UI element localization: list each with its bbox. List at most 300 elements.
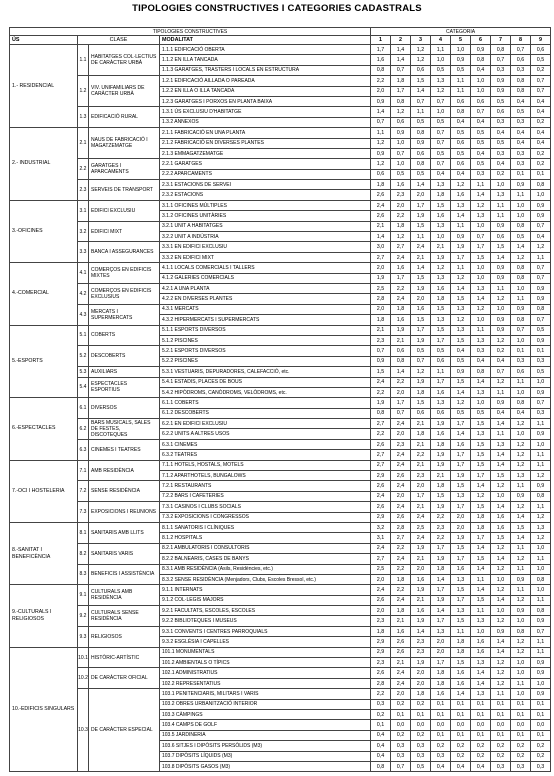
coefficient-cell: 1,3	[471, 616, 491, 626]
coefficient-cell: 0,3	[531, 356, 551, 366]
coefficient-cell: 1,1	[491, 689, 511, 699]
coefficient-cell: 2,0	[371, 574, 391, 584]
class-label: EDIFICACIÓ RURAL	[89, 107, 160, 128]
coefficient-cell: 0,8	[531, 304, 551, 314]
coefficient-cell: 1,1	[451, 263, 471, 273]
coefficient-cell: 0,9	[491, 273, 511, 283]
coefficient-cell: 1,7	[431, 543, 451, 553]
coefficient-cell: 2,4	[371, 585, 391, 595]
coefficient-cell: 1,7	[411, 325, 431, 335]
coefficient-cell: 0,4	[451, 761, 471, 771]
coefficient-cell: 2,1	[391, 335, 411, 345]
us-cell: 2.- INDUSTRIAL	[10, 128, 78, 201]
coefficient-cell: 0,8	[471, 367, 491, 377]
coefficient-cell: 1,0	[531, 543, 551, 553]
coefficient-cell: 1,3	[431, 221, 451, 231]
modalitat-cell: 8.3.1 AMB RESIDÈNCIA (Asils, Residències, etc.)	[160, 564, 371, 574]
class-code: 3.1	[78, 200, 89, 221]
tipologies-header: TIPOLOGIES CONSTRUCTIVES	[10, 28, 371, 36]
table-row	[10, 304, 551, 314]
coefficient-cell: 1,4	[451, 387, 471, 397]
us-cell: 4.-COMERCIAL	[10, 263, 78, 325]
coefficient-cell: 1,6	[431, 429, 451, 439]
modalitat-cell: 3.3.1 EN EDIFICI EXCLUSIU	[160, 242, 371, 252]
coefficient-cell: 1,8	[431, 668, 451, 678]
table-row	[10, 564, 551, 574]
coefficient-cell: 0,9	[511, 491, 531, 501]
coefficient-cell: 0,5	[411, 346, 431, 356]
coefficient-cell: 0,2	[491, 346, 511, 356]
table-row	[10, 647, 551, 657]
coefficient-cell: 1,0	[511, 429, 531, 439]
coefficient-cell: 1,5	[471, 554, 491, 564]
modalitat-cell: 1.1.2 EN ILLA TANCADA	[160, 55, 371, 65]
coefficient-cell: 1,1	[471, 180, 491, 190]
category-header: 2	[391, 36, 411, 45]
coefficient-cell: 0,2	[531, 65, 551, 75]
coefficient-cell: 1,0	[491, 304, 511, 314]
class-label: GARATGES I APARCAMENTS	[89, 159, 160, 180]
coefficient-cell: 1,0	[471, 263, 491, 273]
coefficient-cell: 2,0	[411, 668, 431, 678]
category-header: 7	[491, 36, 511, 45]
coefficient-cell: 1,0	[531, 678, 551, 688]
coefficient-cell: 1,9	[411, 658, 431, 668]
coefficient-cell: 1,6	[411, 304, 431, 314]
class-label: CINEMES I TEATRES	[89, 439, 160, 460]
coefficient-cell: 2,2	[371, 429, 391, 439]
coefficient-cell: 0,8	[471, 55, 491, 65]
coefficient-cell: 0,7	[531, 86, 551, 96]
modalitat-cell: 2.1.3 EMMAGATZEMATGE	[160, 148, 371, 158]
coefficient-cell: 1,5	[431, 304, 451, 314]
coefficient-cell: 1,1	[531, 647, 551, 657]
header-row	[10, 36, 551, 45]
coefficient-cell: 1,3	[451, 200, 471, 210]
coefficient-cell: 0,5	[451, 128, 471, 138]
coefficient-cell: 0,2	[471, 751, 491, 761]
modalitat-cell: 4.2.2 EN DIVERSES PLANTES	[160, 294, 371, 304]
coefficient-cell: 0,2	[531, 148, 551, 158]
coefficient-cell: 0,9	[471, 45, 491, 55]
coefficient-cell: 0,7	[531, 221, 551, 231]
coefficient-cell: 0,4	[531, 96, 551, 106]
coefficient-cell: 0,6	[451, 138, 471, 148]
coefficient-cell: 1,5	[451, 377, 471, 387]
category-header: 6	[471, 36, 491, 45]
class-label: AUXILIARS	[89, 367, 160, 377]
table-row	[10, 502, 551, 512]
coefficient-cell: 1,4	[511, 512, 531, 522]
coefficient-cell: 1,5	[451, 585, 471, 595]
coefficient-cell: 1,7	[391, 398, 411, 408]
coefficient-cell: 2,1	[371, 221, 391, 231]
coefficient-cell: 1,6	[451, 439, 471, 449]
class-label: COBERTS	[89, 325, 160, 346]
table-row	[10, 76, 551, 86]
table-row	[10, 180, 551, 190]
coefficient-cell: 2,5	[371, 283, 391, 293]
coefficient-cell: 2,0	[371, 606, 391, 616]
coefficient-cell: 1,3	[431, 273, 451, 283]
coefficient-cell: 2,4	[391, 668, 411, 678]
coefficient-cell: 0,9	[491, 263, 511, 273]
coefficient-cell: 0,1	[471, 699, 491, 709]
coefficient-cell: 1,1	[531, 252, 551, 262]
coefficient-cell: 0,9	[451, 55, 471, 65]
coefficient-cell: 1,1	[531, 637, 551, 647]
coefficient-cell: 0,7	[531, 626, 551, 636]
us-cell: 8.-SANITAT I BENEFICÈNCIA	[10, 522, 78, 584]
categories-table	[9, 27, 551, 772]
coefficient-cell: 1,0	[511, 668, 531, 678]
coefficient-cell: 1,2	[511, 419, 531, 429]
coefficient-cell: 0,6	[471, 96, 491, 106]
coefficient-cell: 0,9	[531, 283, 551, 293]
coefficient-cell: 1,1	[511, 190, 531, 200]
modalitat-cell: 103.8 DIPÒSITS GASOS (M3)	[160, 761, 371, 771]
coefficient-cell: 1,6	[391, 263, 411, 273]
coefficient-cell: 1,7	[431, 585, 451, 595]
modalitat-cell: 1.1.3 GARATGES, TRASTERS I LOCALS EN ESTRUCTURA	[160, 65, 371, 75]
coefficient-cell: 1,8	[431, 190, 451, 200]
coefficient-cell: 0,8	[531, 180, 551, 190]
table-row	[10, 242, 551, 252]
coefficient-cell: 1,2	[471, 304, 491, 314]
coefficient-cell: 0,9	[491, 221, 511, 231]
coefficient-cell: 0,9	[531, 668, 551, 678]
coefficient-cell: 0,4	[371, 751, 391, 761]
modalitat-cell: 6.1.1 COBERTS	[160, 398, 371, 408]
coefficient-cell: 2,0	[411, 564, 431, 574]
coefficient-cell: 0,4	[471, 356, 491, 366]
coefficient-cell: 1,2	[511, 647, 531, 657]
class-code: 6.1	[78, 398, 89, 419]
coefficient-cell: 0,7	[411, 356, 431, 366]
coefficient-cell: 0,0	[391, 720, 411, 730]
class-label: DE CARÀCTER OFICIAL	[89, 668, 160, 689]
coefficient-cell: 2,0	[431, 647, 451, 657]
class-label: DIVERSOS	[89, 398, 160, 419]
coefficient-cell: 2,6	[371, 481, 391, 491]
coefficient-cell: 0,7	[431, 159, 451, 169]
class-code: 3.2	[78, 221, 89, 242]
coefficient-cell: 2,2	[431, 533, 451, 543]
coefficient-cell: 1,5	[511, 522, 531, 532]
coefficient-cell: 1,8	[431, 678, 451, 688]
modalitat-cell: 5.3.1 VESTUARIS, DEPURADORES, CALEFACCIÓ, etc.	[160, 367, 371, 377]
coefficient-cell: 1,0	[491, 606, 511, 616]
coefficient-cell: 1,2	[491, 481, 511, 491]
modalitat-cell: 8.2.2 BALNEARIS, CASES DE BANYS	[160, 554, 371, 564]
class-code: 4.1	[78, 263, 89, 284]
coefficient-cell: 2,9	[371, 647, 391, 657]
coefficient-cell: 2,1	[411, 439, 431, 449]
coefficient-cell: 1,2	[371, 138, 391, 148]
coefficient-cell: 1,2	[491, 564, 511, 574]
table-row	[10, 128, 551, 138]
coefficient-cell: 1,1	[451, 626, 471, 636]
coefficient-cell: 1,9	[431, 502, 451, 512]
coefficient-cell: 1,1	[511, 585, 531, 595]
coefficient-cell: 1,8	[431, 294, 451, 304]
class-code: 8.1	[78, 522, 89, 543]
coefficient-cell: 1,9	[371, 398, 391, 408]
coefficient-cell: 0,5	[411, 761, 431, 771]
coefficient-cell: 0,4	[531, 107, 551, 117]
class-code: 5.4	[78, 377, 89, 398]
coefficient-cell: 2,2	[391, 543, 411, 553]
coefficient-cell: 1,9	[431, 450, 451, 460]
modalitat-cell: 103.3 CÀMPINGS	[160, 710, 371, 720]
coefficient-cell: 0,4	[471, 761, 491, 771]
coefficient-cell: 1,4	[491, 637, 511, 647]
coefficient-cell: 1,6	[431, 387, 451, 397]
coefficient-cell: 0,2	[531, 751, 551, 761]
coefficient-cell: 0,9	[411, 138, 431, 148]
class-code: 3.3	[78, 242, 89, 263]
coefficient-cell: 1,5	[471, 450, 491, 460]
coefficient-cell: 0,9	[491, 626, 511, 636]
coefficient-cell: 0,6	[531, 45, 551, 55]
coefficient-cell: 1,8	[411, 387, 431, 397]
coefficient-cell: 0,8	[531, 491, 551, 501]
coefficient-cell: 1,1	[471, 574, 491, 584]
coefficient-cell: 1,9	[411, 616, 431, 626]
class-label: COMERÇOS EN EDIFICIS EXCLUSIUS	[89, 283, 160, 304]
modalitat-cell: 103.6 SITJES I DIPÒSITS PERSÒLIDS (M3)	[160, 741, 371, 751]
coefficient-cell: 0,1	[531, 710, 551, 720]
coefficient-cell: 0,7	[531, 398, 551, 408]
coefficient-cell: 2,6	[371, 595, 391, 605]
coefficient-cell: 2,6	[391, 512, 411, 522]
coefficient-cell: 0,2	[411, 730, 431, 740]
coefficient-cell: 1,0	[471, 398, 491, 408]
coefficient-cell: 0,5	[471, 128, 491, 138]
coefficient-cell: 0,2	[391, 699, 411, 709]
coefficient-cell: 1,7	[411, 491, 431, 501]
coefficient-cell: 0,9	[491, 325, 511, 335]
coefficient-cell: 1,2	[491, 294, 511, 304]
coefficient-cell: 0,0	[431, 720, 451, 730]
class-code: 7.3	[78, 502, 89, 523]
coefficient-cell: 1,0	[531, 585, 551, 595]
coefficient-cell: 2,0	[411, 190, 431, 200]
coefficient-cell: 2,1	[411, 460, 431, 470]
modalitat-cell: 8.1.1 SANATORIS I CLÍNIQUES	[160, 522, 371, 532]
coefficient-cell: 1,9	[411, 335, 431, 345]
coefficient-cell: 1,9	[451, 471, 471, 481]
coefficient-cell: 0,5	[471, 159, 491, 169]
coefficient-cell: 1,4	[391, 45, 411, 55]
coefficient-cell: 0,3	[391, 741, 411, 751]
coefficient-cell: 1,1	[451, 221, 471, 231]
us-cell: 5.-ESPORTS	[10, 325, 78, 398]
coefficient-cell: 0,1	[531, 730, 551, 740]
coefficient-cell: 1,1	[511, 564, 531, 574]
coefficient-cell: 2,1	[431, 242, 451, 252]
coefficient-cell: 1,0	[511, 200, 531, 210]
coefficient-cell: 0,7	[471, 232, 491, 242]
coefficient-cell: 0,3	[411, 751, 431, 761]
modalitat-cell: 7.1.1 HOTELS, HOSTALS, MOTELS	[160, 460, 371, 470]
coefficient-cell: 1,2	[471, 200, 491, 210]
coefficient-cell: 0,1	[491, 730, 511, 740]
coefficient-cell: 1,2	[511, 460, 531, 470]
modalitat-cell: 5.2.1 ESPORTS DIVERSOS	[160, 346, 371, 356]
coefficient-cell: 1,4	[511, 242, 531, 252]
class-label: BARS MUSICALS, SALES DE FESTES, DISCOTEQUES	[89, 419, 160, 440]
coefficient-cell: 1,1	[451, 76, 471, 86]
coefficient-cell: 1,2	[371, 159, 391, 169]
coefficient-cell: 1,0	[511, 616, 531, 626]
coefficient-cell: 2,3	[371, 616, 391, 626]
class-code: 10.3	[78, 689, 89, 772]
class-code: 5.3	[78, 367, 89, 377]
coefficient-cell: 0,2	[531, 741, 551, 751]
coefficient-cell: 1,7	[451, 460, 471, 470]
coefficient-cell: 0,1	[511, 169, 531, 179]
class-label: HABITATGES COL·LECTIUS DE CARÀCTER URBÀ	[89, 45, 160, 76]
coefficient-cell: 0,6	[411, 148, 431, 158]
coefficient-cell: 1,3	[451, 325, 471, 335]
coefficient-cell: 0,6	[431, 408, 451, 418]
coefficient-cell: 0,0	[411, 720, 431, 730]
coefficient-cell: 1,8	[431, 481, 451, 491]
coefficient-cell: 1,0	[511, 658, 531, 668]
coefficient-cell: 1,0	[471, 273, 491, 283]
coefficient-cell: 0,0	[451, 720, 471, 730]
coefficient-cell: 0,9	[451, 367, 471, 377]
coefficient-cell: 1,1	[411, 107, 431, 117]
coefficient-cell: 1,8	[371, 315, 391, 325]
coefficient-cell: 1,1	[511, 543, 531, 553]
coefficient-cell: 1,4	[471, 585, 491, 595]
coefficient-cell: 1,4	[391, 367, 411, 377]
table-row	[10, 107, 551, 117]
table-row	[10, 159, 551, 169]
coefficient-cell: 0,5	[471, 138, 491, 148]
coefficient-cell: 0,1	[391, 710, 411, 720]
coefficient-cell: 0,8	[411, 128, 431, 138]
coefficient-cell: 1,9	[431, 460, 451, 470]
table-row	[10, 585, 551, 595]
coefficient-cell: 0,2	[491, 751, 511, 761]
coefficient-cell: 2,0	[391, 689, 411, 699]
coefficient-cell: 0,6	[511, 367, 531, 377]
coefficient-cell: 1,5	[471, 595, 491, 605]
modalitat-cell: 3.2.1 UNIT A HABITATGES	[160, 221, 371, 231]
coefficient-cell: 1,3	[471, 658, 491, 668]
coefficient-cell: 2,6	[391, 471, 411, 481]
coefficient-cell: 1,9	[451, 533, 471, 543]
modalitat-cell: 8.3.2 SENSE RESIDÈNCIA (Menjadors, Clubs, Escoles Bressol, etc.)	[160, 574, 371, 584]
coefficient-cell: 1,0	[511, 689, 531, 699]
table-row	[10, 460, 551, 470]
modalitat-cell: 103.5 JARDINERIA	[160, 730, 371, 740]
coefficient-cell: 2,0	[391, 429, 411, 439]
coefficient-cell: 0,6	[391, 117, 411, 127]
coefficient-cell: 1,8	[391, 304, 411, 314]
modalitat-cell: 3.3.2 EN EDIFICI MIXT	[160, 252, 371, 262]
modalitat-cell: 1.3.1 ÚS EXCLUSIU D'HABITATGE	[160, 107, 371, 117]
coefficient-cell: 0,8	[391, 96, 411, 106]
coefficient-cell: 2,4	[391, 502, 411, 512]
coefficient-cell: 1,9	[371, 273, 391, 283]
coefficient-cell: 1,4	[411, 180, 431, 190]
coefficient-cell: 0,1	[411, 710, 431, 720]
coefficient-cell: 2,7	[371, 450, 391, 460]
coefficient-cell: 2,2	[391, 377, 411, 387]
coefficient-cell: 1,2	[411, 367, 431, 377]
class-label: SANITARIS AMB LLITS	[89, 522, 160, 543]
coefficient-cell: 0,7	[391, 761, 411, 771]
coefficient-cell: 0,6	[431, 356, 451, 366]
coefficient-cell: 0,8	[371, 761, 391, 771]
coefficient-cell: 2,9	[371, 471, 391, 481]
coefficient-cell: 1,8	[431, 439, 451, 449]
coefficient-cell: 1,8	[411, 429, 431, 439]
coefficient-cell: 0,1	[451, 699, 471, 709]
class-label: HISTÒRIC-ARTÍSTIC	[89, 647, 160, 668]
class-label: SERVEIS DE TRANSPORT	[89, 180, 160, 201]
coefficient-cell: 0,8	[371, 408, 391, 418]
coefficient-cell: 0,9	[531, 481, 551, 491]
coefficient-cell: 1,8	[451, 647, 471, 657]
coefficient-cell: 0,2	[531, 117, 551, 127]
modalitat-cell: 9.2.1 FACULTATS, ESCOLES, ESCOLES	[160, 606, 371, 616]
coefficient-cell: 1,2	[511, 450, 531, 460]
class-code: 9.2	[78, 606, 89, 627]
coefficient-cell: 0,1	[431, 699, 451, 709]
coefficient-cell: 1,2	[511, 637, 531, 647]
coefficient-cell: 1,9	[411, 543, 431, 553]
class-label: ESPECTACLES ESPORTIUS	[89, 377, 160, 398]
coefficient-cell: 1,3	[471, 689, 491, 699]
coefficient-cell: 1,4	[491, 647, 511, 657]
coefficient-cell: 0,8	[511, 221, 531, 231]
coefficient-cell: 1,0	[471, 626, 491, 636]
coefficient-cell: 1,1	[531, 502, 551, 512]
class-code: 8.3	[78, 564, 89, 585]
coefficient-cell: 1,2	[411, 45, 431, 55]
coefficient-cell: 0,8	[511, 273, 531, 283]
coefficient-cell: 0,8	[531, 606, 551, 616]
coefficient-cell: 1,6	[391, 626, 411, 636]
coefficient-cell: 2,3	[411, 637, 431, 647]
coefficient-cell: 0,2	[511, 741, 531, 751]
coefficient-cell: 0,9	[391, 128, 411, 138]
table-row	[10, 606, 551, 616]
coefficient-cell: 0,0	[491, 720, 511, 730]
coefficient-cell: 1,4	[471, 481, 491, 491]
coefficient-cell: 1,1	[511, 481, 531, 491]
coefficient-cell: 1,7	[451, 450, 471, 460]
class-label: SANITARIS VARIS	[89, 543, 160, 564]
coefficient-cell: 0,4	[531, 138, 551, 148]
coefficient-cell: 0,4	[491, 159, 511, 169]
modalitat-cell: 3.1.2 OFICINES UNITÀRIES	[160, 211, 371, 221]
coefficient-cell: 1,1	[471, 325, 491, 335]
modalitat-cell: 2.2.2 APARCAMENTS	[160, 169, 371, 179]
coefficient-cell: 1,8	[371, 626, 391, 636]
coefficient-cell: 0,4	[451, 346, 471, 356]
coefficient-cell: 1,3	[491, 190, 511, 200]
coefficient-cell: 2,4	[391, 252, 411, 262]
coefficient-cell: 1,0	[431, 232, 451, 242]
coefficient-cell: 1,8	[391, 76, 411, 86]
coefficient-cell: 2,2	[391, 585, 411, 595]
